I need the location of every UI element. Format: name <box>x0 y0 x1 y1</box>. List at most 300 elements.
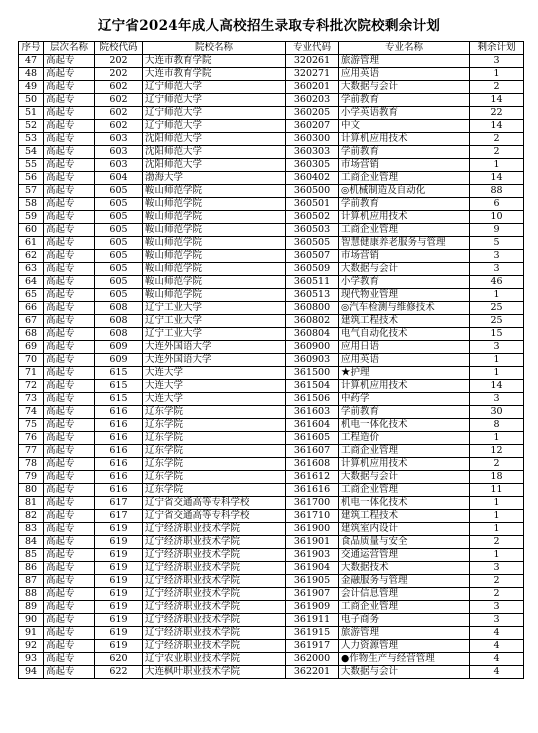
cell-major-name: 电子商务 <box>339 614 470 627</box>
cell-major-name: 机电一体化技术 <box>339 419 470 432</box>
cell-school-code: 605 <box>95 198 143 211</box>
cell-school-code: 202 <box>95 55 143 68</box>
cell-index: 63 <box>19 263 44 276</box>
table-row <box>19 367 524 380</box>
cell-index: 73 <box>19 393 44 406</box>
cell-index: 49 <box>19 81 44 94</box>
cell-index: 77 <box>19 445 44 458</box>
cell-level: 高起专 <box>44 380 95 393</box>
cell-index: 93 <box>19 653 44 666</box>
cell-level: 高起专 <box>44 640 95 653</box>
cell-index: 86 <box>19 562 44 575</box>
cell-school-code: 608 <box>95 315 143 328</box>
cell-level: 高起专 <box>44 224 95 237</box>
cell-school-name: 辽东学院 <box>143 406 286 419</box>
cell-index: 52 <box>19 120 44 133</box>
table-row <box>19 107 524 120</box>
cell-remaining: 9 <box>470 224 524 237</box>
cell-remaining: 3 <box>470 562 524 575</box>
cell-school-name: 鞍山师范学院 <box>143 211 286 224</box>
cell-major-name: 大数据技术 <box>339 562 470 575</box>
cell-school-code: 605 <box>95 276 143 289</box>
cell-major-code: 361915 <box>286 627 339 640</box>
cell-index: 85 <box>19 549 44 562</box>
cell-index: 90 <box>19 614 44 627</box>
cell-school-name: 辽宁师范大学 <box>143 120 286 133</box>
cell-school-code: 605 <box>95 289 143 302</box>
cell-school-name: 辽宁经济职业技术学院 <box>143 549 286 562</box>
cell-level: 高起专 <box>44 172 95 185</box>
cell-major-name: 计算机应用技术 <box>339 211 470 224</box>
cell-level: 高起专 <box>44 562 95 575</box>
cell-remaining: 2 <box>470 536 524 549</box>
table-row <box>19 575 524 588</box>
cell-major-code: 360900 <box>286 341 339 354</box>
cell-level: 高起专 <box>44 523 95 536</box>
cell-school-code: 619 <box>95 536 143 549</box>
table-row <box>19 471 524 484</box>
table-row <box>19 549 524 562</box>
cell-school-code: 617 <box>95 497 143 510</box>
cell-school-name: 鞍山师范学院 <box>143 185 286 198</box>
cell-major-code: 361605 <box>286 432 339 445</box>
cell-level: 高起专 <box>44 445 95 458</box>
cell-level: 高起专 <box>44 211 95 224</box>
cell-major-code: 361612 <box>286 471 339 484</box>
cell-major-code: 360305 <box>286 159 339 172</box>
cell-level: 高起专 <box>44 237 95 250</box>
cell-remaining: 2 <box>470 146 524 159</box>
cell-index: 47 <box>19 55 44 68</box>
cell-school-code: 619 <box>95 549 143 562</box>
table-row <box>19 81 524 94</box>
cell-remaining: 30 <box>470 406 524 419</box>
cell-remaining: 8 <box>470 419 524 432</box>
cell-index: 79 <box>19 471 44 484</box>
cell-major-name: 电气自动化技术 <box>339 328 470 341</box>
cell-school-code: 619 <box>95 575 143 588</box>
header-index: 序号 <box>19 42 44 55</box>
header-school-name: 院校名称 <box>143 42 286 55</box>
cell-level: 高起专 <box>44 198 95 211</box>
cell-school-code: 605 <box>95 237 143 250</box>
cell-major-name: ◎机械制造及自动化 <box>339 185 470 198</box>
cell-school-name: 辽宁师范大学 <box>143 94 286 107</box>
cell-index: 66 <box>19 302 44 315</box>
cell-school-code: 603 <box>95 146 143 159</box>
cell-remaining: 6 <box>470 198 524 211</box>
cell-major-name: 建筑工程技术 <box>339 510 470 523</box>
cell-remaining: 3 <box>470 601 524 614</box>
cell-major-code: 360804 <box>286 328 339 341</box>
cell-school-name: 辽宁农业职业技术学院 <box>143 653 286 666</box>
table-row <box>19 341 524 354</box>
table-row <box>19 562 524 575</box>
cell-major-code: 361903 <box>286 549 339 562</box>
cell-level: 高起专 <box>44 81 95 94</box>
cell-remaining: 15 <box>470 328 524 341</box>
cell-major-code: 360501 <box>286 198 339 211</box>
cell-level: 高起专 <box>44 159 95 172</box>
cell-major-name: 市场营销 <box>339 159 470 172</box>
table-row <box>19 237 524 250</box>
table-row <box>19 432 524 445</box>
cell-index: 64 <box>19 276 44 289</box>
table-row <box>19 497 524 510</box>
cell-school-name: 鞍山师范学院 <box>143 250 286 263</box>
cell-level: 高起专 <box>44 107 95 120</box>
cell-level: 高起专 <box>44 653 95 666</box>
cell-remaining: 2 <box>470 133 524 146</box>
cell-remaining: 14 <box>470 172 524 185</box>
table-row <box>19 627 524 640</box>
cell-remaining: 3 <box>470 263 524 276</box>
cell-school-code: 604 <box>95 172 143 185</box>
cell-school-name: 辽宁经济职业技术学院 <box>143 562 286 575</box>
cell-remaining: 1 <box>470 354 524 367</box>
cell-school-code: 616 <box>95 484 143 497</box>
cell-school-name: 辽宁省交通高等专科学校 <box>143 510 286 523</box>
cell-index: 69 <box>19 341 44 354</box>
cell-major-code: 360509 <box>286 263 339 276</box>
cell-index: 54 <box>19 146 44 159</box>
cell-remaining: 3 <box>470 250 524 263</box>
cell-school-name: 大连大学 <box>143 367 286 380</box>
table-row <box>19 588 524 601</box>
table-row <box>19 484 524 497</box>
table-row <box>19 510 524 523</box>
cell-major-name: ●作物生产与经营管理 <box>339 653 470 666</box>
cell-major-name: 建筑工程技术 <box>339 315 470 328</box>
table-row <box>19 354 524 367</box>
cell-school-name: 大连外国语大学 <box>143 354 286 367</box>
cell-school-name: 辽东学院 <box>143 484 286 497</box>
cell-major-name: 旅游管理 <box>339 627 470 640</box>
cell-major-name: 应用日语 <box>339 341 470 354</box>
cell-school-name: 鞍山师范学院 <box>143 224 286 237</box>
cell-school-code: 620 <box>95 653 143 666</box>
cell-major-name: 大数据与会计 <box>339 81 470 94</box>
cell-level: 高起专 <box>44 55 95 68</box>
cell-major-name: 计算机应用技术 <box>339 380 470 393</box>
cell-school-name: 鞍山师范学院 <box>143 263 286 276</box>
cell-level: 高起专 <box>44 419 95 432</box>
cell-school-code: 616 <box>95 458 143 471</box>
cell-major-code: 360505 <box>286 237 339 250</box>
cell-school-code: 603 <box>95 133 143 146</box>
cell-major-code: 361710 <box>286 510 339 523</box>
cell-school-code: 619 <box>95 627 143 640</box>
header-remaining: 剩余计划 <box>470 42 524 55</box>
cell-level: 高起专 <box>44 133 95 146</box>
table-row <box>19 120 524 133</box>
cell-index: 87 <box>19 575 44 588</box>
cell-major-code: 361504 <box>286 380 339 393</box>
cell-remaining: 46 <box>470 276 524 289</box>
cell-remaining: 3 <box>470 55 524 68</box>
cell-school-name: 辽宁工业大学 <box>143 302 286 315</box>
cell-major-name: 计算机应用技术 <box>339 458 470 471</box>
cell-school-code: 616 <box>95 432 143 445</box>
table-row <box>19 211 524 224</box>
cell-school-name: 辽宁师范大学 <box>143 81 286 94</box>
cell-index: 51 <box>19 107 44 120</box>
cell-major-code: 362000 <box>286 653 339 666</box>
cell-school-name: 辽宁经济职业技术学院 <box>143 575 286 588</box>
cell-school-name: 辽宁工业大学 <box>143 328 286 341</box>
cell-level: 高起专 <box>44 484 95 497</box>
table-row <box>19 289 524 302</box>
cell-level: 高起专 <box>44 289 95 302</box>
cell-school-name: 大连市教育学院 <box>143 68 286 81</box>
cell-major-code: 361901 <box>286 536 339 549</box>
cell-school-name: 辽宁经济职业技术学院 <box>143 614 286 627</box>
cell-remaining: 2 <box>470 458 524 471</box>
table-row <box>19 159 524 172</box>
cell-remaining: 12 <box>470 445 524 458</box>
cell-school-code: 605 <box>95 224 143 237</box>
cell-school-name: 辽宁省交通高等专科学校 <box>143 497 286 510</box>
cell-school-name: 沈阳师范大学 <box>143 146 286 159</box>
cell-remaining: 2 <box>470 575 524 588</box>
cell-level: 高起专 <box>44 367 95 380</box>
cell-school-code: 605 <box>95 211 143 224</box>
cell-index: 88 <box>19 588 44 601</box>
table-row <box>19 328 524 341</box>
cell-major-code: 320271 <box>286 68 339 81</box>
cell-major-name: 交通运营管理 <box>339 549 470 562</box>
cell-school-name: 大连大学 <box>143 393 286 406</box>
cell-remaining: 11 <box>470 484 524 497</box>
cell-remaining: 1 <box>470 523 524 536</box>
cell-major-name: 工商企业管理 <box>339 601 470 614</box>
cell-major-code: 361603 <box>286 406 339 419</box>
cell-major-code: 361500 <box>286 367 339 380</box>
cell-school-name: 辽宁经济职业技术学院 <box>143 536 286 549</box>
table-row <box>19 263 524 276</box>
cell-major-code: 360402 <box>286 172 339 185</box>
cell-remaining: 1 <box>470 432 524 445</box>
cell-remaining: 1 <box>470 159 524 172</box>
cell-level: 高起专 <box>44 185 95 198</box>
cell-major-code: 361616 <box>286 484 339 497</box>
cell-major-name: 学前教育 <box>339 406 470 419</box>
cell-remaining: 25 <box>470 315 524 328</box>
cell-major-code: 361900 <box>286 523 339 536</box>
cell-school-code: 616 <box>95 445 143 458</box>
cell-remaining: 1 <box>470 510 524 523</box>
cell-major-name: 建筑室内设计 <box>339 523 470 536</box>
table-row <box>19 133 524 146</box>
cell-index: 81 <box>19 497 44 510</box>
cell-level: 高起专 <box>44 458 95 471</box>
table-row <box>19 458 524 471</box>
cell-major-name: 应用英语 <box>339 68 470 81</box>
cell-index: 71 <box>19 367 44 380</box>
cell-level: 高起专 <box>44 94 95 107</box>
cell-remaining: 4 <box>470 666 524 679</box>
cell-index: 61 <box>19 237 44 250</box>
cell-school-name: 大连市教育学院 <box>143 55 286 68</box>
remaining-plan-table <box>18 41 524 679</box>
cell-school-code: 609 <box>95 354 143 367</box>
cell-major-code: 361700 <box>286 497 339 510</box>
cell-level: 高起专 <box>44 341 95 354</box>
cell-school-code: 619 <box>95 614 143 627</box>
cell-major-code: 361607 <box>286 445 339 458</box>
cell-major-code: 361917 <box>286 640 339 653</box>
header-level: 层次名称 <box>44 42 95 55</box>
cell-school-name: 辽东学院 <box>143 419 286 432</box>
cell-remaining: 4 <box>470 640 524 653</box>
cell-index: 72 <box>19 380 44 393</box>
cell-school-code: 615 <box>95 393 143 406</box>
cell-school-code: 619 <box>95 588 143 601</box>
header-school-code: 院校代码 <box>95 42 143 55</box>
cell-major-code: 361904 <box>286 562 339 575</box>
cell-index: 70 <box>19 354 44 367</box>
table-row <box>19 250 524 263</box>
cell-major-name: 工商企业管理 <box>339 445 470 458</box>
cell-remaining: 14 <box>470 120 524 133</box>
cell-remaining: 1 <box>470 497 524 510</box>
cell-major-code: 361604 <box>286 419 339 432</box>
cell-school-name: 辽宁经济职业技术学院 <box>143 601 286 614</box>
cell-school-name: 鞍山师范学院 <box>143 289 286 302</box>
cell-school-code: 619 <box>95 523 143 536</box>
table-row <box>19 172 524 185</box>
cell-major-code: 360303 <box>286 146 339 159</box>
cell-major-name: ★护理 <box>339 367 470 380</box>
cell-school-code: 616 <box>95 471 143 484</box>
cell-level: 高起专 <box>44 497 95 510</box>
cell-school-code: 619 <box>95 640 143 653</box>
cell-level: 高起专 <box>44 68 95 81</box>
cell-level: 高起专 <box>44 263 95 276</box>
cell-index: 53 <box>19 133 44 146</box>
cell-major-code: 361905 <box>286 575 339 588</box>
cell-level: 高起专 <box>44 354 95 367</box>
header-major-code: 专业代码 <box>286 42 339 55</box>
cell-school-code: 605 <box>95 250 143 263</box>
cell-index: 62 <box>19 250 44 263</box>
cell-major-code: 360503 <box>286 224 339 237</box>
cell-school-code: 602 <box>95 120 143 133</box>
cell-level: 高起专 <box>44 315 95 328</box>
cell-school-code: 609 <box>95 341 143 354</box>
table-row <box>19 393 524 406</box>
cell-major-name: 会计信息管理 <box>339 588 470 601</box>
cell-school-name: 沈阳师范大学 <box>143 133 286 146</box>
cell-major-name: 大数据与会计 <box>339 471 470 484</box>
cell-school-code: 602 <box>95 94 143 107</box>
table-row <box>19 94 524 107</box>
cell-level: 高起专 <box>44 120 95 133</box>
cell-school-name: 大连外国语大学 <box>143 341 286 354</box>
cell-level: 高起专 <box>44 575 95 588</box>
cell-index: 76 <box>19 432 44 445</box>
cell-remaining: 22 <box>470 107 524 120</box>
cell-remaining: 10 <box>470 211 524 224</box>
cell-major-name: 应用英语 <box>339 354 470 367</box>
cell-index: 68 <box>19 328 44 341</box>
cell-index: 60 <box>19 224 44 237</box>
cell-major-code: 360300 <box>286 133 339 146</box>
cell-school-name: 辽宁经济职业技术学院 <box>143 627 286 640</box>
cell-remaining: 88 <box>470 185 524 198</box>
cell-remaining: 2 <box>470 588 524 601</box>
cell-level: 高起专 <box>44 393 95 406</box>
table-row <box>19 380 524 393</box>
cell-school-name: 辽宁师范大学 <box>143 107 286 120</box>
cell-major-name: ◎汽车检测与维修技术 <box>339 302 470 315</box>
table-row <box>19 276 524 289</box>
cell-school-code: 617 <box>95 510 143 523</box>
table-row <box>19 198 524 211</box>
cell-major-name: 工商企业管理 <box>339 484 470 497</box>
cell-school-name: 辽东学院 <box>143 458 286 471</box>
cell-school-code: 608 <box>95 302 143 315</box>
cell-school-name: 辽宁经济职业技术学院 <box>143 588 286 601</box>
table-row <box>19 536 524 549</box>
cell-major-name: 学前教育 <box>339 198 470 211</box>
cell-level: 高起专 <box>44 250 95 263</box>
cell-school-name: 辽东学院 <box>143 445 286 458</box>
cell-remaining: 25 <box>470 302 524 315</box>
cell-school-name: 辽宁经济职业技术学院 <box>143 640 286 653</box>
cell-school-code: 202 <box>95 68 143 81</box>
cell-level: 高起专 <box>44 614 95 627</box>
cell-major-code: 360205 <box>286 107 339 120</box>
cell-index: 91 <box>19 627 44 640</box>
cell-major-name: 小学教育 <box>339 276 470 289</box>
cell-major-code: 360513 <box>286 289 339 302</box>
table-row <box>19 445 524 458</box>
cell-remaining: 1 <box>470 367 524 380</box>
cell-major-code: 360207 <box>286 120 339 133</box>
cell-major-name: 小学英语教育 <box>339 107 470 120</box>
cell-major-name: 市场营销 <box>339 250 470 263</box>
cell-level: 高起专 <box>44 510 95 523</box>
table-row <box>19 146 524 159</box>
cell-remaining: 1 <box>470 68 524 81</box>
cell-remaining: 14 <box>470 94 524 107</box>
cell-major-name: 智慧健康养老服务与管理 <box>339 237 470 250</box>
cell-remaining: 1 <box>470 289 524 302</box>
cell-remaining: 3 <box>470 341 524 354</box>
cell-major-name: 现代物业管理 <box>339 289 470 302</box>
table-row <box>19 302 524 315</box>
table-row <box>19 640 524 653</box>
table-row <box>19 68 524 81</box>
cell-major-code: 360502 <box>286 211 339 224</box>
table-row <box>19 55 524 68</box>
cell-school-name: 辽宁经济职业技术学院 <box>143 523 286 536</box>
cell-level: 高起专 <box>44 666 95 679</box>
cell-remaining: 3 <box>470 393 524 406</box>
cell-remaining: 14 <box>470 380 524 393</box>
cell-school-code: 602 <box>95 107 143 120</box>
cell-index: 50 <box>19 94 44 107</box>
cell-major-name: 中文 <box>339 120 470 133</box>
cell-level: 高起专 <box>44 328 95 341</box>
cell-school-name: 辽东学院 <box>143 471 286 484</box>
cell-school-code: 615 <box>95 380 143 393</box>
cell-remaining: 18 <box>470 471 524 484</box>
cell-level: 高起专 <box>44 627 95 640</box>
cell-index: 84 <box>19 536 44 549</box>
cell-major-name: 学前教育 <box>339 94 470 107</box>
